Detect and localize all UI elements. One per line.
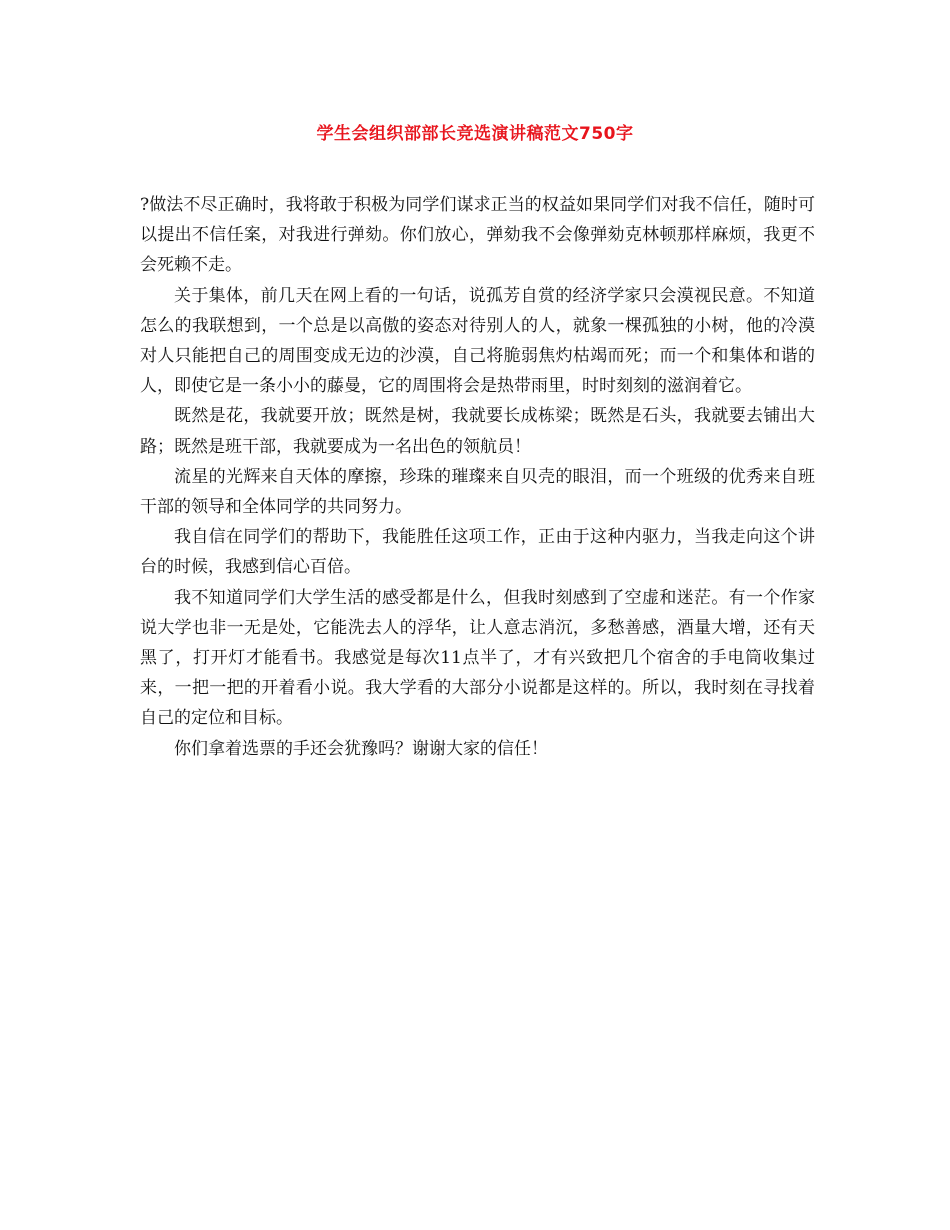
paragraph: ?做法不尽正确时，我将敢于积极为同学们谋求正当的权益如果同学们对我不信任，随时可以提出不信任案，对我进行弹劾。你们放心，弹劾我不会像弹劾克林顿那样麻烦，我更不会死赖不走。 [140, 195, 815, 276]
document-body [140, 190, 815, 764]
document-title: 学生会组织部部长竞选演讲稿范文750字 [316, 124, 634, 144]
paragraph: 关于集体，前几天在网上看的一句话，说孤芳自赏的经济学家只会漠视民意。不知道怎么的我联想到，一个总是以高傲的姿态对待别人的人，就象一棵孤独的小树，他的冷漠对人只能把自己的周围变成无边的沙漠，自己将脆弱焦灼枯竭而死；而一个和集体和谐的人，即使它是一条小小的藤曼，它的周围将会是热带雨里，时时刻刻的滋润着它。 [140, 285, 815, 397]
paragraph: 我自信在同学们的帮助下，我能胜任这项工作，正由于这种内驱力，当我走向这个讲台的时候，我感到信心百倍。 [140, 527, 815, 578]
paragraph: 你们拿着选票的手还会犹豫吗？谢谢大家的信任！ [174, 738, 548, 759]
paragraph: 既然是花，我就要开放；既然是树，我就要长成栋梁；既然是石头，我就要去铺出大路；既然是班干部，我就要成为一名出色的领航员！ [140, 406, 815, 457]
paragraph: 我不知道同学们大学生活的感受都是什么，但我时刻感到了空虚和迷茫。有一个作家说大学也非一无是处，它能洗去人的浮华，让人意志消沉，多愁善感，酒量大增，还有天黑了，打开灯才能看书。我感觉是每次11点半了，才有兴致把几个宿舍的手电筒收集过来，一把一把的开着看小说。我大学看的大部分小说都是这样的。所以，我时刻在寻找着自己的定位和目标。 [140, 587, 815, 729]
paragraph: 流星的光辉来自天体的摩擦，珍珠的璀璨来自贝壳的眼泪，而一个班级的优秀来自班干部的领导和全体同学的共同努力。 [140, 466, 815, 518]
